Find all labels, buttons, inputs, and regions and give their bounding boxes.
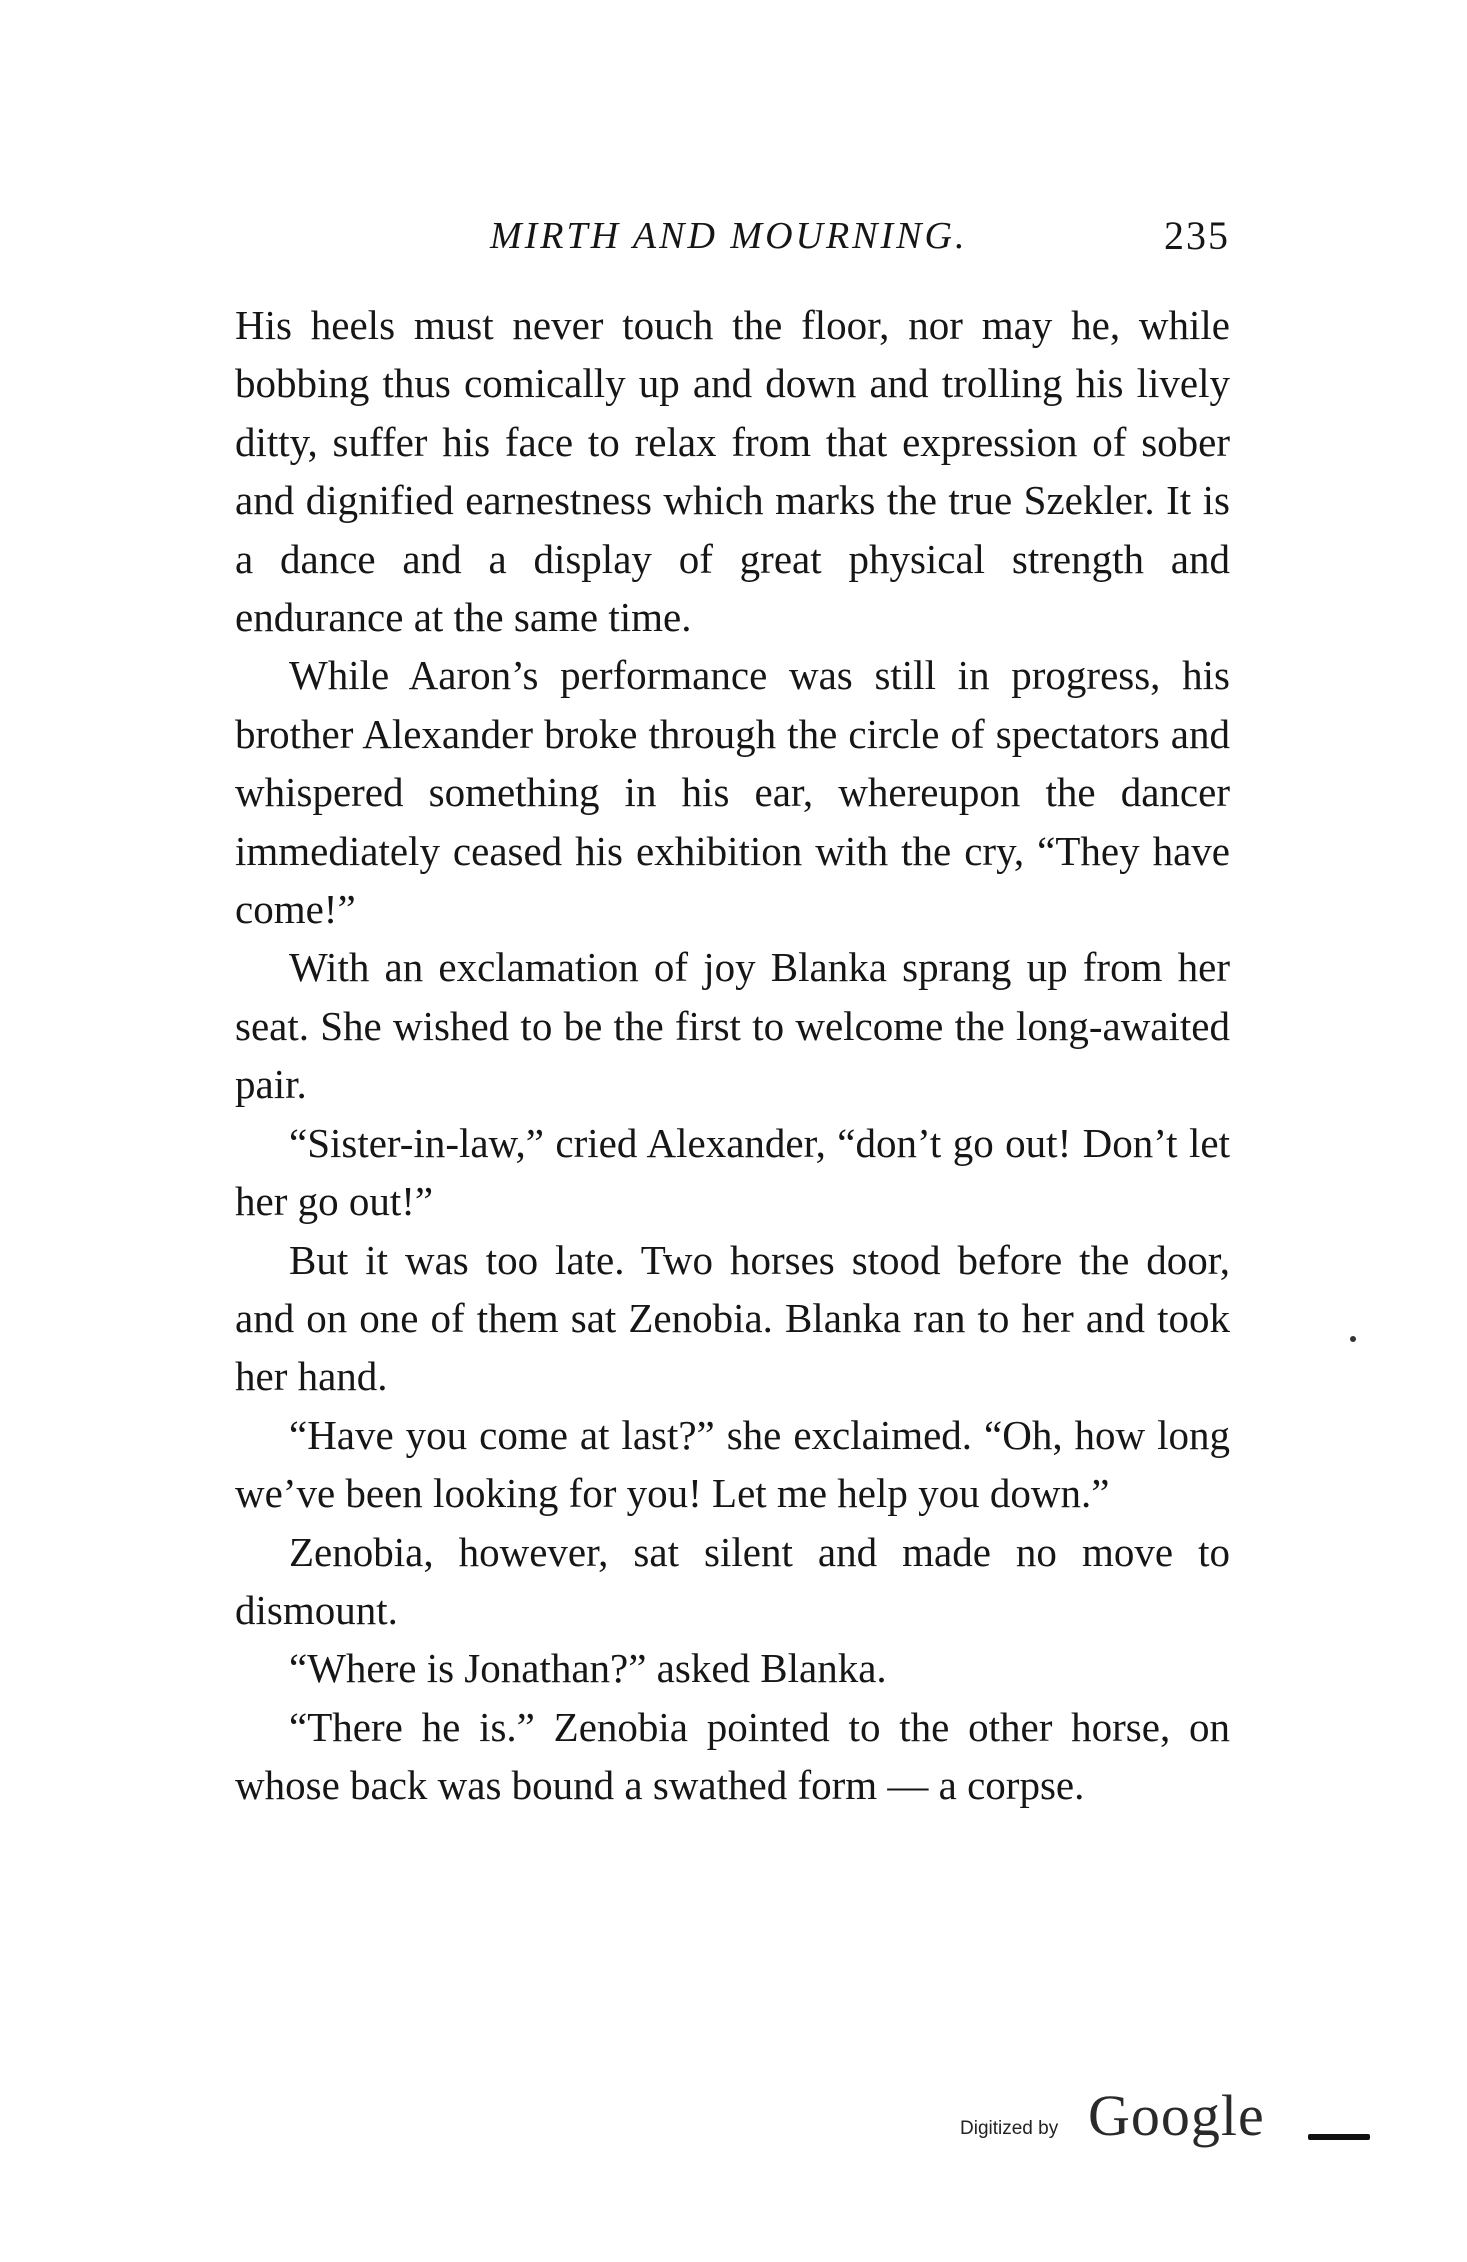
scan-mark [1308, 2134, 1370, 2140]
running-title: MIRTH AND MOURNING. [490, 215, 968, 257]
paragraph: “Sister-in-law,” cried Alexander, “don’t go out! Don’t let her go out!” [235, 1119, 1230, 1225]
paragraph: His heels must never touch the floor, nor may he, while bobbing thus comically up and down and trolling his lively ditty, suffer his face to relax from that expression of sober and dignified earnestness which marks the true Szekler. It is a dance and a display of great physical strength and endurance at the same time. [235, 302, 1230, 641]
body-text [235, 296, 1230, 1815]
google-logo: Google [1088, 2083, 1265, 2148]
paragraph: While Aaron’s performance was still in progress, his brother Alexander broke through the circle of spectators and whispered something in his ear, whereupon the dancer immediately ceased his exhibition with the cry, “They have come!” [235, 652, 1230, 933]
paragraph: “There he is.” Zenobia pointed to the other horse, on whose back was bound a swathed form — a corpse. [235, 1703, 1230, 1809]
paragraph: But it was too late. Two horses stood before the door, and on one of them sat Zenobia. Blanka ran to her and took her hand. [235, 1236, 1230, 1400]
paragraph: “Have you come at last?” she exclaimed. “Oh, how long we’ve been looking for you! Let me help you down.” [235, 1411, 1230, 1517]
paragraph: “Where is Jonathan?” asked Blanka. [289, 1645, 887, 1692]
print-speck [1350, 1336, 1356, 1342]
digitized-by-label: Digitized by [960, 2118, 1059, 2139]
paragraph: With an exclamation of joy Blanka sprang up from her seat. She wished to be the first to welcome the long-awaited pair. [235, 944, 1230, 1108]
page-number: 235 [1164, 213, 1230, 258]
digitization-watermark [960, 2082, 1380, 2162]
running-head [235, 206, 1230, 266]
paragraph: Zenobia, however, sat silent and made no move to dismount. [235, 1528, 1230, 1633]
